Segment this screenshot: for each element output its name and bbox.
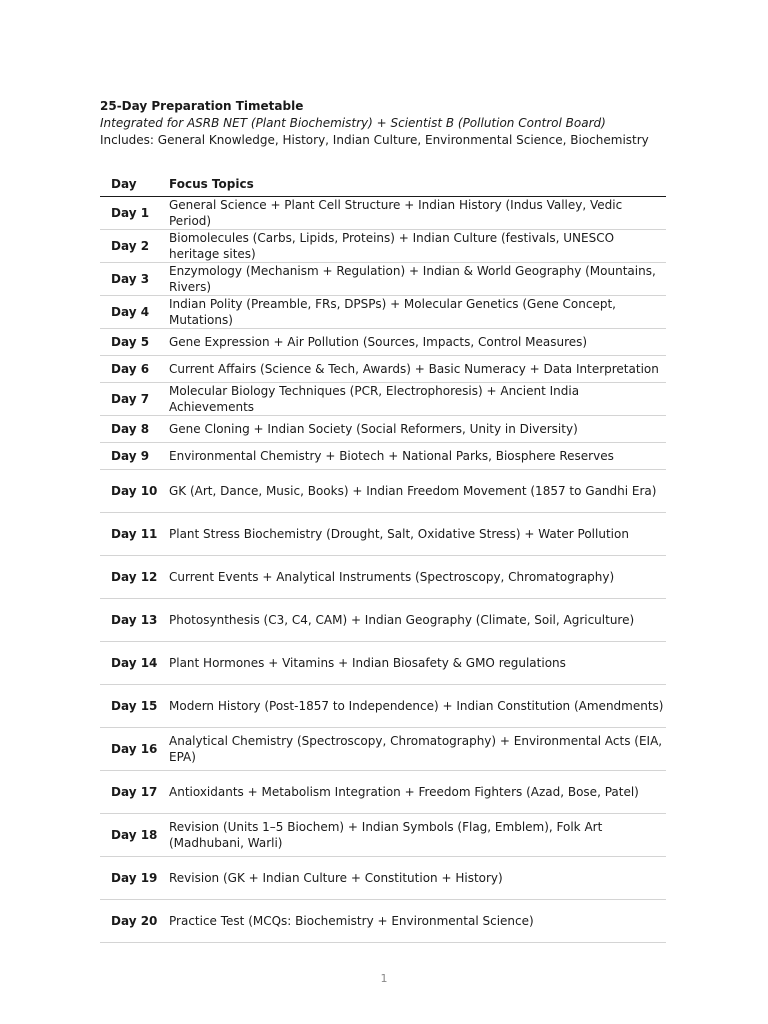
day-cell: Day 8 [100, 416, 158, 443]
topics-cell: Gene Cloning + Indian Society (Social Reformers, Unity in Diversity) [158, 416, 666, 443]
day-cell: Day 20 [100, 900, 158, 943]
table-row [100, 263, 666, 296]
day-cell: Day 1 [100, 197, 158, 230]
day-cell: Day 7 [100, 383, 158, 416]
topics-cell: Current Affairs (Science & Tech, Awards) + Basic Numeracy + Data Interpretation [158, 356, 666, 383]
day-cell: Day 10 [100, 470, 158, 513]
table-row [100, 329, 666, 356]
day-cell: Day 6 [100, 356, 158, 383]
topics-cell: Gene Expression + Air Pollution (Sources, Impacts, Control Measures) [158, 329, 666, 356]
day-cell: Day 14 [100, 642, 158, 685]
document-page [100, 98, 666, 943]
table-row [100, 642, 666, 685]
table-row [100, 814, 666, 857]
topics-cell: Environmental Chemistry + Biotech + National Parks, Biosphere Reserves [158, 443, 666, 470]
table-row [100, 443, 666, 470]
topics-cell: Biomolecules (Carbs, Lipids, Proteins) + Indian Culture (festivals, UNESCO heritage sites) [158, 230, 666, 263]
topics-cell: Indian Polity (Preamble, FRs, DPSPs) + Molecular Genetics (Gene Concept, Mutations) [158, 296, 666, 329]
day-cell: Day 3 [100, 263, 158, 296]
table-row [100, 771, 666, 814]
topics-cell: GK (Art, Dance, Music, Books) + Indian Freedom Movement (1857 to Gandhi Era) [158, 470, 666, 513]
table-row [100, 513, 666, 556]
table-row [100, 383, 666, 416]
table-row [100, 296, 666, 329]
table-row [100, 900, 666, 943]
table-row [100, 356, 666, 383]
topics-cell: Revision (GK + Indian Culture + Constitution + History) [158, 857, 666, 900]
page-number: 1 [380, 972, 388, 985]
topics-cell: Practice Test (MCQs: Biochemistry + Environmental Science) [158, 900, 666, 943]
table-row [100, 416, 666, 443]
timetable-table [100, 171, 666, 943]
table-row [100, 599, 666, 642]
day-cell: Day 11 [100, 513, 158, 556]
topics-cell: Current Events + Analytical Instruments (Spectroscopy, Chromatography) [158, 556, 666, 599]
table-row [100, 857, 666, 900]
topics-cell: General Science + Plant Cell Structure + Indian History (Indus Valley, Vedic Period) [158, 197, 666, 230]
day-cell: Day 5 [100, 329, 158, 356]
day-cell: Day 19 [100, 857, 158, 900]
topics-cell: Plant Stress Biochemistry (Drought, Salt, Oxidative Stress) + Water Pollution [158, 513, 666, 556]
day-cell: Day 4 [100, 296, 158, 329]
header-day: Day [100, 171, 158, 197]
topics-cell: Antioxidants + Metabolism Integration + Freedom Fighters (Azad, Bose, Patel) [158, 771, 666, 814]
day-cell: Day 12 [100, 556, 158, 599]
includes-line: Includes: General Knowledge, History, Indian Culture, Environmental Science, Biochemistry [100, 133, 649, 147]
document-title: 25-Day Preparation Timetable [100, 99, 304, 113]
topics-cell: Analytical Chemistry (Spectroscopy, Chromatography) + Environmental Acts (EIA, EPA) [158, 728, 666, 771]
table-row [100, 230, 666, 263]
topics-cell: Revision (Units 1–5 Biochem) + Indian Symbols (Flag, Emblem), Folk Art (Madhubani, Warli) [158, 814, 666, 857]
topics-cell: Molecular Biology Techniques (PCR, Electrophoresis) + Ancient India Achievements [158, 383, 666, 416]
topics-cell: Photosynthesis (C3, C4, CAM) + Indian Geography (Climate, Soil, Agriculture) [158, 599, 666, 642]
topics-cell: Enzymology (Mechanism + Regulation) + Indian & World Geography (Mountains, Rivers) [158, 263, 666, 296]
table-row [100, 197, 666, 230]
day-cell: Day 9 [100, 443, 158, 470]
table-row [100, 556, 666, 599]
document-subtitle: Integrated for ASRB NET (Plant Biochemistry) + Scientist B (Pollution Control Board) [100, 116, 606, 130]
day-cell: Day 18 [100, 814, 158, 857]
day-cell: Day 16 [100, 728, 158, 771]
day-cell: Day 15 [100, 685, 158, 728]
table-row [100, 470, 666, 513]
table-header-row [100, 171, 666, 197]
header-focus-topics: Focus Topics [158, 171, 666, 197]
day-cell: Day 17 [100, 771, 158, 814]
day-cell: Day 2 [100, 230, 158, 263]
topics-cell: Modern History (Post-1857 to Independence) + Indian Constitution (Amendments) [158, 685, 666, 728]
table-row [100, 685, 666, 728]
day-cell: Day 13 [100, 599, 158, 642]
table-row [100, 728, 666, 771]
topics-cell: Plant Hormones + Vitamins + Indian Biosafety & GMO regulations [158, 642, 666, 685]
